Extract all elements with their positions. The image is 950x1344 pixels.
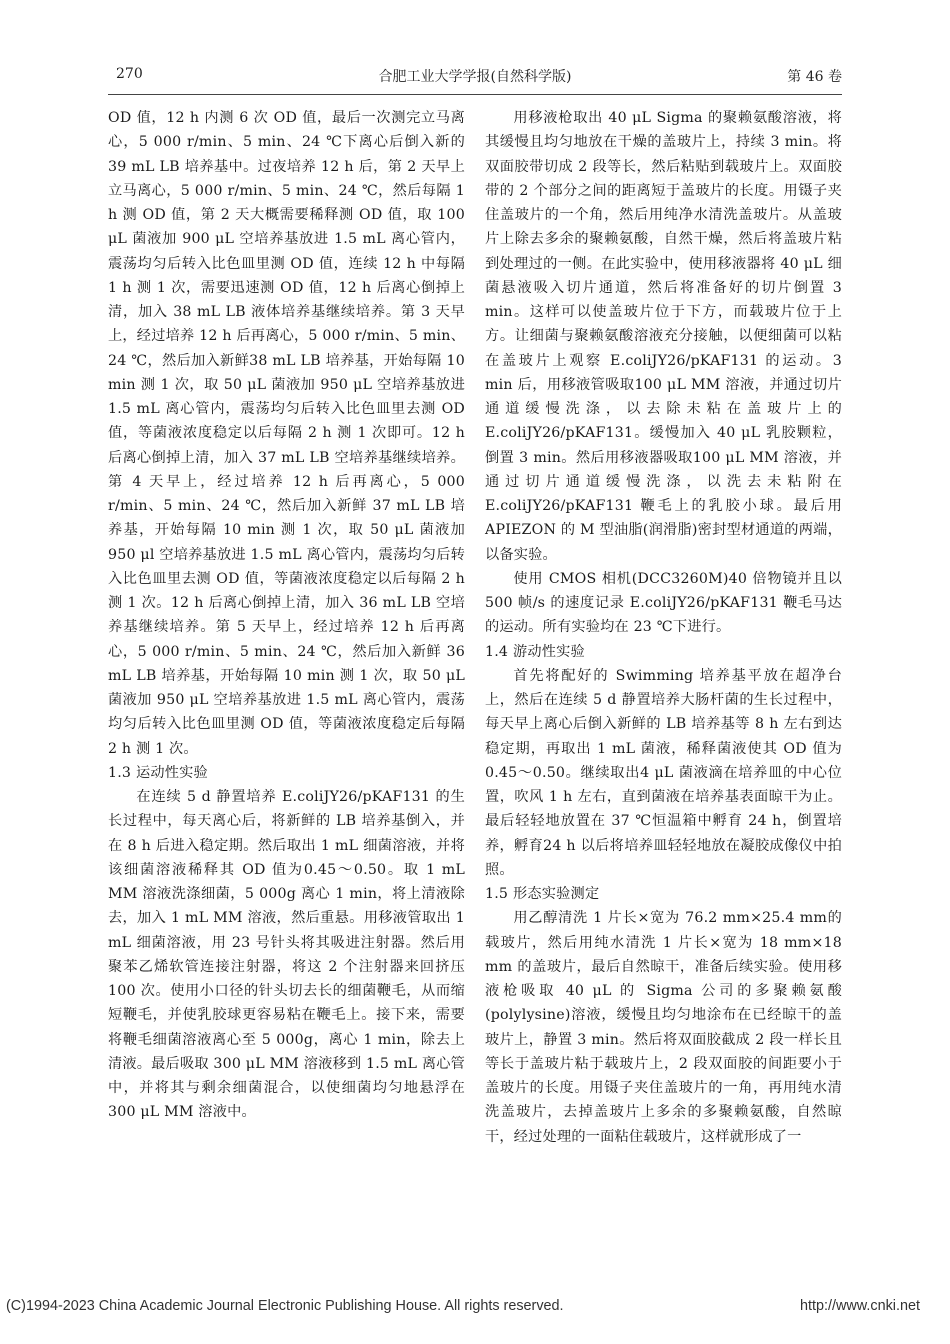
section-number: 1.3 [108, 764, 132, 781]
page-number: 270 [116, 66, 143, 82]
section-heading-1-3 [108, 761, 465, 785]
paragraph: 在连续 5 d 静置培养 E.coliJY26/pKAF131 的生长过程中，每天离心后，将新鲜的 LB 培养基倒入，并在 8 h 后进入稳定期。然后取出 1 mL 细菌溶液，并将该细菌溶液稀释其 OD 值为0.45～0.50。取 1 mL MM 溶液洗涤细菌，5 000g 离心 1 min，将上清液除去，加入 1 mL MM 溶液，然后重悬。用移液管取出 1 mL 细菌溶液，用 23 号针头将其吸进注射器。然后用聚苯乙烯软管连接注射器，将这 2 个注射器来回挤压 100 次。使用小口径的针头切去长的细菌鞭毛，从而缩短鞭毛，并使乳胶球更容易粘在鞭毛上。接下来，需要将鞭毛细菌溶液离心至 5 000g，离心 1 min，除去上清液。最后吸取 300 μL MM 溶液移到 1.5 mL 离心管中，并将其与剩余细菌混合，以使细菌均匀地悬浮在 300 μL MM 溶液中。 [108, 789, 466, 1121]
volume-label: 第 46 卷 [787, 69, 842, 85]
paragraph: 用移液枪取出 40 μL Sigma 的聚赖氨酸溶液，将其缓慢且均匀地放在干燥的盖玻片上，持续 3 min。将双面胶带切成 2 段等长，然后粘贴到载玻片上。双面胶带的 2 个部分之间的距离短于盖玻片的长度。用镊子夹住盖玻片的一个角，然后用纯净水清洗盖玻片。从盖玻片上除去多余的聚赖氨酸，自然干燥，然后将盖玻片粘到处理过的一侧。在此实验中，使用移液器将 40 μL 细菌悬液吸入切片通道，然后将准备好的切片倒置 3 min。这样可以使盖玻片位于下方，而载玻片位于上方。让细菌与聚赖氨酸溶液充分接触，以便细菌可以粘在盖玻片上观察 E.coliJY26/pKAF131 的运动。3 min 后，用移液管吸取100 μL MM 溶液，并通过切片通道缓慢洗涤，以去除未粘在盖玻片上的 E.coliJY26/pKAF131。缓慢加入 40 μL 乳胶颗粒，倒置 3 min。然后用移液器吸取100 μL MM 溶液，并通过切片通道缓慢洗涤，以洗去未粘附在 E.coliJY26/pKAF131 鞭毛上的乳胶小球。最后用 APIEZON 的 M 型油脂(润滑脂)密封型材通道的两端，以备实验。 [485, 110, 842, 563]
section-heading-1-5 [485, 882, 842, 906]
left-column [108, 106, 465, 1125]
journal-title: 合肥工业大学学报(自然科学版) [378, 69, 572, 85]
right-column [485, 106, 842, 1149]
paragraph: 首先将配好的 Swimming 培养基平放在超净台上，然后在连续 5 d 静置培养大肠杆菌的生长过程中，每天早上离心后倒入新鲜的 LB 培养基等 8 h 左右到达稳定期，再取出 1 mL 菌液，稀释菌液使其 OD 值为 0.45～0.50。继续取出4 μL 菌液滴在培养皿的中心位置，吹风 1 h 左右，直到菌液在培养基表面晾干为止。最后轻轻地放置在 37 ℃恒温箱中孵育 24 h，倒置培养，孵育24 h 以后将培养皿轻轻地放在凝胶成像仪中拍照。 [485, 667, 842, 878]
running-header [108, 60, 842, 90]
section-number: 1.5 [485, 886, 509, 902]
site-link[interactable]: http://www.cnki.net [800, 1298, 920, 1314]
section-title: 形态实验测定 [513, 886, 600, 902]
copyright-text: (C)1994-2023 China Academic Journal Electronic Publishing House. All rights reserved. [6, 1298, 564, 1314]
section-number: 1.4 [485, 643, 509, 660]
section-title: 运动性实验 [136, 764, 208, 781]
copyright-footer [0, 1296, 950, 1320]
paragraph: OD 值，12 h 内测 6 次 OD 值，最后一次测完立马离心，5 000 r/min、5 min、24 ℃下离心后倒入新的 39 mL LB 培养基中。过夜培养 12 h 后，第 2 天早上立马离心，5 000 r/min、5 min、24 ℃，然后每隔 1 h 测 OD 值，第 2 天大概需要稀释测 OD 值，取 100 μL 菌液加 900 μL 空培养基放进 1.5 mL 离心管内，震荡均匀后转入比色皿里测 OD 值，连续 12 h 中每隔 1 h 测 1 次，需要迅速测 OD 值，12 h 后离心倒掉上清，加入 38 mL LB 液体培养基继续培养。第 3 天早上，经过培养 12 h 后再离心，5 000 r/min、5 min、24 ℃，然后加入新鲜38 mL LB 培养基，开始每隔 10 min 测 1 次，取 50 μL 菌液加 950 μL 空培养基放进 1.5 mL 离心管内，震荡均匀后转入比色皿里去测 OD 值，等菌液浓度稳定以后每隔 2 h 测 1 次即可。12 h 后离心倒掉上清，加入 37 mL LB 空培养基继续培养。第 4 天早上，经过培养 12 h 后再离心，5 000 r/min、5 min、24 ℃，然后加入新鲜 37 mL LB 培养基，开始每隔 10 min 测 1 次，取 50 μL 菌液加 950 μl 空培养基放进 1.5 mL 离心管内，震荡均匀后转入比色皿里去测 OD 值，等菌液浓度稳定以后每隔 2 h 测 1 次。12 h 后离心倒掉上清，加入 36 mL LB 空培养基继续培养。第 5 天早上，经过培养 12 h 后再离心，5 000 r/min、5 min、24 ℃，然后加入新鲜 36 mL LB 培养基，开始每隔 10 min 测 1 次，取 50 μL 菌液加 950 μL 空培养基放进 1.5 mL 离心管内，震荡均匀后转入比色皿里测 OD 值，等菌液浓度稳定后每隔 2 h 测 1 次。 [108, 110, 465, 757]
header-rule [108, 94, 842, 95]
section-title: 游动性实验 [513, 643, 585, 660]
paragraph: 用乙醇清洗 1 片长×宽为 76.2 mm×25.4 mm的载玻片，然后用纯水清洗 1 片长×宽为 18 mm×18 mm 的盖玻片，最后自然晾干，准备后续实验。使用移液枪吸取 40 μL 的 Sigma 公司的多聚赖氨酸(polylysine)溶液，缓慢且均匀地涂布在已经晾干的盖玻片上，静置 3 min。然后将双面胶截成 2 段一样长且等长于盖玻片粘于载玻片上，2 段双面胶的间距要小于盖玻片的长度。用镊子夹住盖玻片的一角，再用纯水清洗盖玻片，去掉盖玻片上多余的多聚赖氨酸，自然晾干，经过处理的一面粘住载玻片，这样就形成了一 [485, 910, 842, 1145]
section-heading-1-4 [485, 640, 842, 664]
paragraph: 使用 CMOS 相机(DCC3260M)40 倍物镜并且以 500 帧/s 的速度记录 E.coliJY26/pKAF131 鞭毛马达的运动。所有实验均在 23 ℃下进行。 [485, 570, 842, 636]
